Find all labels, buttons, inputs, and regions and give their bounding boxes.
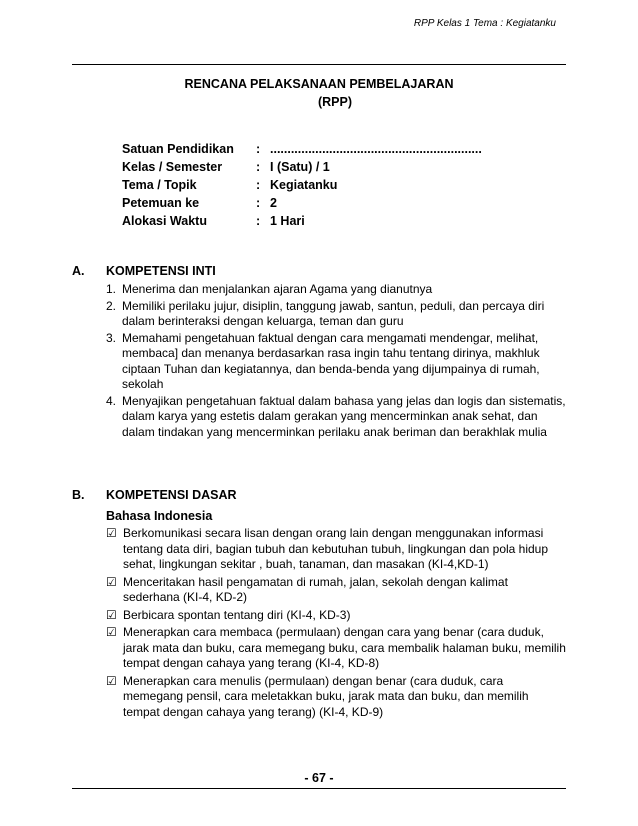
checklist-text: Menceritakan hasil pengamatan di rumah, jalan, sekolah dengan kalimat sederhana (KI-4, KD-2) (123, 574, 508, 604)
footer-rule (72, 788, 566, 789)
list-text: Memiliki perilaku jujur, disiplin, tanggung jawab, santun, peduli, dan percaya diri dalam berinteraksi dengan keluarga, teman dan guru (122, 298, 545, 328)
info-row (122, 160, 482, 178)
info-colon: : (256, 142, 261, 156)
section-title: KOMPETENSI DASAR (106, 488, 237, 502)
kompetensi-dasar-list (106, 526, 566, 722)
info-row (122, 142, 482, 160)
checklist-item (106, 575, 566, 606)
section-letter: A. (72, 264, 85, 278)
list-item (106, 299, 566, 330)
list-item (106, 282, 566, 298)
checklist-item (106, 526, 566, 573)
info-label: Satuan Pendidikan (122, 142, 234, 156)
checkbox-checked-icon: ☑ (106, 625, 117, 639)
info-label: Kelas / Semester (122, 160, 223, 174)
checklist-item (106, 674, 566, 721)
list-item (106, 394, 566, 441)
checkbox-checked-icon: ☑ (106, 607, 117, 622)
list-text: Menyajikan pengetahuan faktual dalam bahasa yang jelas dan logis dan sistematis, dalam karya yang estetis dalam gerakan yang mencerminkan anak sehat, dan dalam tindakan yang mencerminkan perilaku anak beriman dan berakhlak mulia (122, 393, 566, 439)
header-rule (72, 64, 566, 65)
info-value: ............................................................. (270, 142, 482, 156)
kompetensi-inti-list (106, 282, 566, 441)
document-title: RENCANA PELAKSANAAN PEMBELAJARAN (184, 77, 454, 91)
section-a-heading (72, 264, 216, 278)
checkbox-checked-icon: ☑ (106, 673, 117, 688)
info-colon: : (256, 196, 261, 210)
list-item (106, 331, 566, 393)
subject-heading: Bahasa Indonesia (106, 509, 213, 523)
list-text: Menerima dan menjalankan ajaran Agama yang dianutnya (122, 282, 433, 296)
checklist-text: Menerapkan cara membaca (permulaan) dengan cara yang benar (cara duduk, jarak mata dan buku, cara memegang buku, cara membalik halaman buku, memilih tempat dengan cahaya yang terang (KI-4, KD-8) (123, 625, 566, 670)
checklist-item (106, 625, 566, 672)
checkbox-checked-icon: ☑ (106, 526, 117, 540)
info-table (122, 142, 482, 232)
info-label: Tema / Topik (122, 178, 197, 192)
info-colon: : (256, 160, 261, 174)
section-title: KOMPETENSI INTI (106, 264, 216, 278)
info-colon: : (256, 214, 261, 228)
checklist-text: Menerapkan cara menulis (permulaan) dengan benar (cara duduk, cara memegang pensil, cara meletakkan buku, jarak mata dan buku, dan memilih tempat dengan cahaya yang terang) (KI-4, KD-9) (123, 673, 529, 719)
checklist-text: Berkomunikasi secara lisan dengan orang lain dengan menggunakan informasi tentang data diri, bagian tubuh dan kebutuhan tubuh, lingkungan dan pola hidup sehat, lingkungan sekitar , buah, tanaman, dan masakan (KI-4,KD-1) (123, 526, 549, 571)
list-number: 4. (106, 393, 117, 408)
list-number: 2. (106, 298, 117, 313)
info-colon: : (256, 178, 261, 192)
list-number: 1. (106, 282, 117, 296)
checkbox-checked-icon: ☑ (106, 574, 117, 589)
info-label: Petemuan ke (122, 196, 200, 210)
info-value: I (Satu) / 1 (270, 160, 330, 174)
info-value: 2 (270, 196, 277, 210)
list-number: 3. (106, 330, 117, 345)
checklist-text: Berbicara spontan tentang diri (KI-4, KD-3) (123, 607, 351, 622)
info-row (122, 214, 482, 232)
checklist-item (106, 608, 566, 624)
list-text: Memahami pengetahuan faktual dengan cara mengamati mendengar, melihat, membaca] dan menanya berdasarkan rasa ingin tahu tentang dirinya, makhluk ciptaan Tuhan dan kegiatannya, dan benda-benda yang dijumpainya di rumah, sekolah (122, 330, 540, 391)
section-b-heading (72, 488, 237, 502)
info-value: Kegiatanku (270, 178, 338, 192)
document-subtitle: (RPP) (317, 95, 353, 109)
info-row (122, 178, 482, 196)
section-letter: B. (72, 488, 85, 502)
info-value: 1 Hari (270, 214, 305, 228)
running-header: RPP Kelas 1 Tema : Kegiatanku (413, 18, 556, 29)
info-row (122, 196, 482, 214)
info-label: Alokasi Waktu (122, 214, 207, 228)
page-number: - 67 - (304, 771, 334, 785)
